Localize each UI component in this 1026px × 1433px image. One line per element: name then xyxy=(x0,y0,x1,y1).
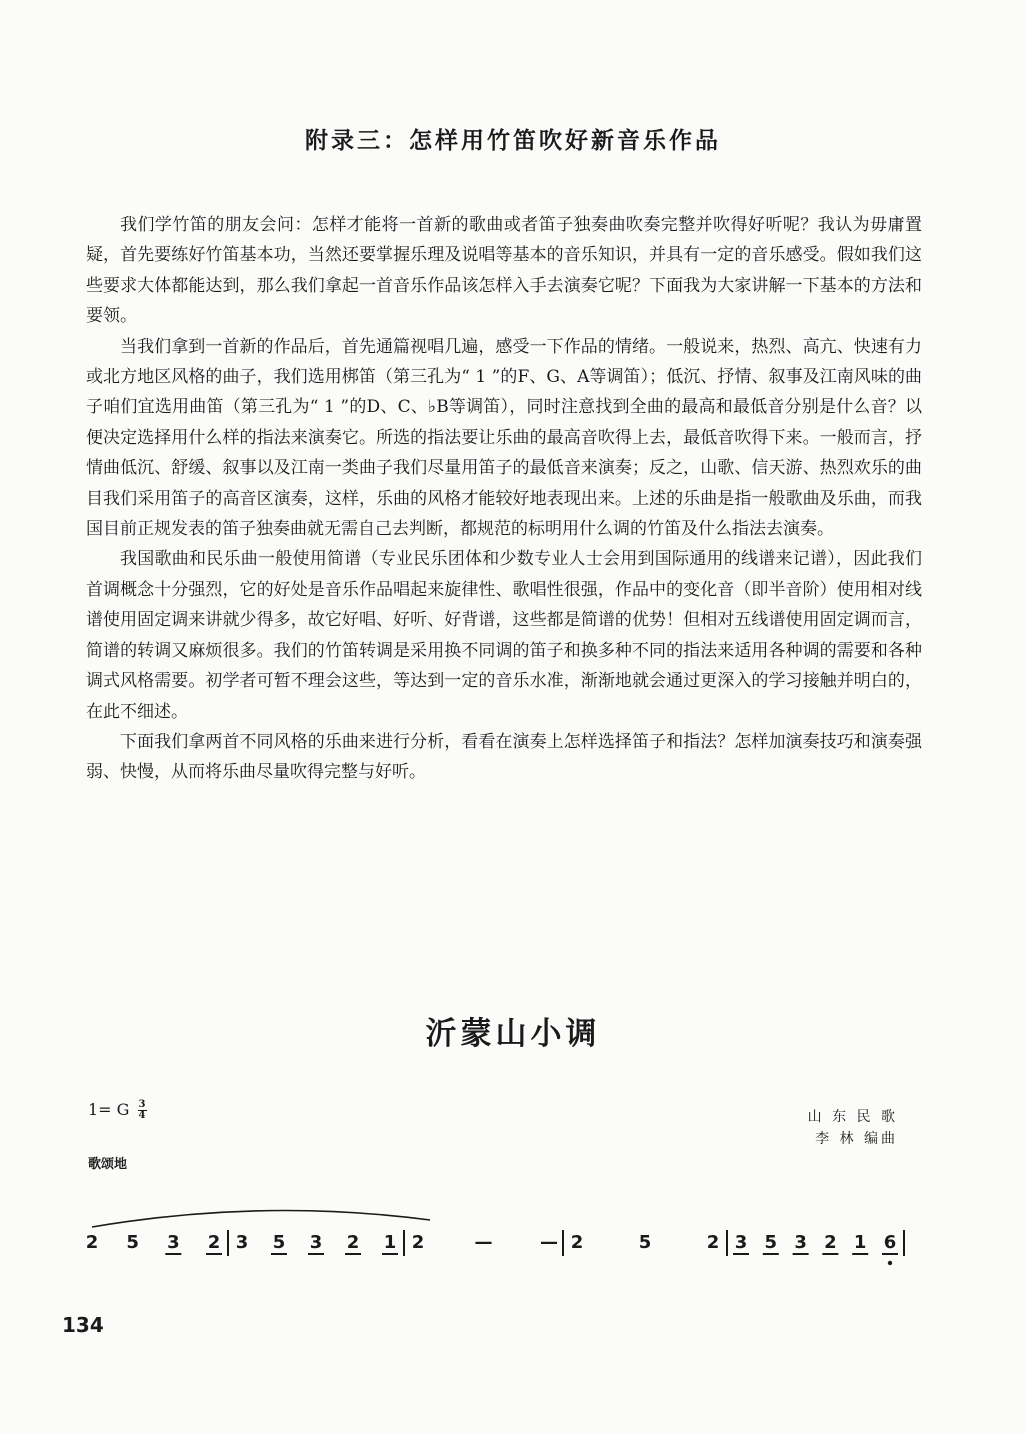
note: 5 xyxy=(126,1232,139,1253)
note: 2 xyxy=(411,1232,425,1253)
page-number: 134 xyxy=(62,1313,104,1337)
expression-marking: 歌颂地 xyxy=(88,1157,128,1172)
time-numerator: 3 xyxy=(138,1099,146,1110)
note: 3 xyxy=(235,1232,249,1253)
paragraph: 当我们拿到一首新的作品后，首先通篇视唱几遍，感受一下作品的情绪。一般说来，热烈、高亢、快速有力或北方地区风格的曲子，我们选用梆笛（第三孔为“ 1 ”的F、G、A等调笛）；低沉、抒情、叙事及江南风味的曲子咱们宜选用曲笛（第三孔为“ 1 ”的D、C、♭B等调笛），同时注意找到全曲的最高和最低音分别是什么音？以便决定选择用什么样的指法来演奏它。所选的指法要让乐曲的最高音吹得上去，最低音吹得下来。一般而言，抒情曲低沉、舒缓、叙事以及江南一类曲子我们尽量用笛子的最低音来演奏；反之，山歌、信天游、热烈欢乐的曲目我们采用笛子的高音区演奏，这样，乐曲的风格才能较好地表现出来。上述的乐曲是指一般歌曲及乐曲，而我国目前正规发表的笛子独奏曲就无需自己去判断，都规范的标明用什么调的竹笛及什么指法去演奏。 xyxy=(86,336,922,540)
time-signature xyxy=(138,1100,147,1121)
note: 1 xyxy=(853,1232,867,1253)
note: 1 xyxy=(383,1232,397,1253)
note: 2 xyxy=(346,1232,360,1253)
note: 6 xyxy=(883,1232,897,1253)
paragraph: 我国歌曲和民乐曲一般使用简谱（专业民乐团体和少数专业人士会用到国际通用的线谱来记谱），因此我们首调概念十分强烈，它的好处是音乐作品唱起来旋律性、歌唱性很强，作品中的变化音（即半音阶）使用相对线谱使用固定调来讲就少得多，故它好唱、好听、好背谱，这些都是简谱的优势！但相对五线谱使用固定调而言，简谱的转调又麻烦很多。我们的竹笛转调是采用换不同调的笛子和换多种不同的指法来适用各种调的需要和各种调式风格需要。初学者可暂不理会这些，等达到一定的音乐水准，渐渐地就会通过更深入的学习接触并明白的，在此不细述。 xyxy=(86,549,922,722)
note: 2 xyxy=(706,1232,720,1253)
note: 5 xyxy=(638,1232,652,1253)
time-denominator: 4 xyxy=(138,1110,146,1121)
note: 2 xyxy=(824,1232,837,1253)
song-origin: 山 东 民 歌 xyxy=(807,1109,898,1125)
credits xyxy=(808,1106,898,1150)
key-label: 1= G xyxy=(88,1100,130,1119)
note: 3 xyxy=(734,1232,748,1253)
note: 5 xyxy=(272,1232,286,1253)
note: 5 xyxy=(764,1232,778,1253)
sustain-dash: — xyxy=(474,1232,493,1253)
sustain-dash: — xyxy=(540,1232,558,1253)
note: 2 xyxy=(85,1232,99,1253)
note: 3 xyxy=(167,1232,180,1253)
song-arranger: 李 林 编曲 xyxy=(815,1131,898,1147)
note: 3 xyxy=(794,1232,807,1253)
paragraph: 下面我们拿两首不同风格的乐曲来进行分析，看看在演奏上怎样选择笛子和指法？怎样加演奏技巧和演奏强弱、快慢，从而将乐曲尽量吹得完整与好听。 xyxy=(86,731,922,783)
note: 2 xyxy=(570,1232,584,1253)
note: 3 xyxy=(309,1232,323,1253)
paragraph: 我们学竹笛的朋友会问：怎样才能将一首新的歌曲或者笛子独奏曲吹奏完整并吹得好听呢？我认为毋庸置疑，首先要练好竹笛基本功，当然还要掌握乐理及说唱等基本的音乐知识，并具有一定的音乐感受。假如我们这些要求大体都能达到，那么我们拿起一首音乐作品该怎样入手去演奏它呢？下面我为大家讲解一下基本的方法和要领。 xyxy=(86,215,922,327)
phrase-slur xyxy=(92,1211,430,1227)
body-text xyxy=(86,210,922,788)
key-signature xyxy=(88,1100,147,1121)
song-title: 沂蒙山小调 xyxy=(425,1016,601,1052)
appendix-title: 附录三：怎样用竹笛吹好新音乐作品 xyxy=(305,128,721,154)
note: 2 xyxy=(207,1232,221,1253)
low-octave-dot xyxy=(888,1261,892,1265)
numbered-notation-staff xyxy=(0,1190,1026,1280)
